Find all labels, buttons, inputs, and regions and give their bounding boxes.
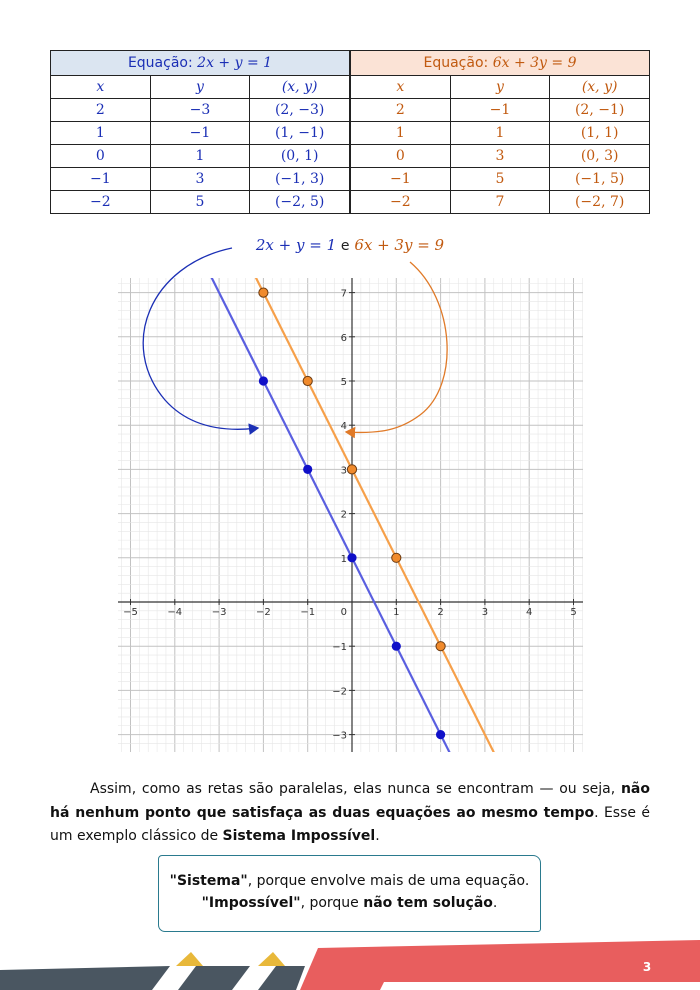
series-2-point	[259, 288, 268, 297]
definition-text-2: , porque	[300, 895, 364, 911]
caption-equation-1: 2x + y = 1	[255, 236, 337, 254]
footer-yellow-triangle-2	[258, 952, 285, 966]
series-2-point	[347, 465, 356, 474]
series-1-point	[392, 642, 401, 651]
caption-arrow-blue	[143, 248, 258, 429]
x-tick-label: 2	[437, 607, 444, 618]
series-1-point	[303, 465, 312, 474]
table-1-cell: 0	[51, 145, 151, 168]
definition-box	[158, 855, 541, 932]
paragraph-text-3: .	[375, 828, 380, 844]
table-1-cell: 1	[150, 145, 250, 168]
y-tick-label: 1	[340, 553, 347, 565]
table-2-cell: −1	[450, 99, 550, 122]
series-1-point	[347, 553, 356, 562]
y-tick-label: −3	[332, 730, 347, 742]
y-tick-label: 2	[340, 509, 347, 521]
table-2-cell: 5	[450, 168, 550, 191]
caption-conjunction: e	[340, 238, 350, 254]
definition-line-2	[159, 892, 540, 914]
table-2-col-x: x	[351, 76, 451, 99]
table-1-col-y: y	[150, 76, 250, 99]
table-2-cell: (2, −1)	[550, 99, 650, 122]
table-1-cell: −1	[150, 122, 250, 145]
table-2-cell: 1	[351, 122, 451, 145]
table-2-cell: 1	[450, 122, 550, 145]
definition-text-1: , porque envolve mais de uma equação.	[247, 873, 530, 889]
x-tick-label: −3	[211, 607, 227, 618]
footer-dark-band-1	[0, 966, 170, 990]
paragraph-bold-2: Sistema Impossível	[222, 828, 376, 844]
x-tick-label: −2	[256, 607, 271, 618]
table-2-cell: −2	[351, 191, 451, 214]
footer-dark-band-3	[258, 966, 305, 990]
y-tick-label: 6	[340, 332, 347, 344]
y-tick-label: 3	[340, 465, 347, 477]
table-1-header-equation: 2x + y = 1	[197, 55, 273, 71]
table-2-cell: (−2, 7)	[550, 191, 650, 214]
footer-decoration	[0, 930, 700, 990]
footer-dark-band-2	[178, 966, 250, 990]
series-2-point	[392, 553, 401, 562]
footer-white-strip	[380, 982, 700, 990]
x-tick-label: 3	[481, 607, 489, 618]
table-1-cell: (0, 1)	[250, 145, 350, 168]
origin-label: 0	[340, 607, 347, 618]
y-tick-label: 4	[340, 421, 347, 433]
table-2-col-y: y	[450, 76, 550, 99]
x-tick-label: 1	[393, 607, 400, 618]
series	[199, 253, 502, 770]
table-1-cell: 3	[150, 168, 250, 191]
table-1-header-prefix: Equação:	[127, 55, 193, 71]
table-2-header-equation: 6x + 3y = 9	[492, 55, 577, 71]
table-2-cell: 3	[450, 145, 550, 168]
table-1-cell: −1	[51, 168, 151, 191]
y-tick-label: −1	[332, 642, 347, 654]
table-1-cell: (1, −1)	[250, 122, 350, 145]
axes	[118, 278, 583, 752]
series-1-point	[436, 730, 445, 739]
conclusion-paragraph	[50, 778, 650, 849]
definition-line-1	[159, 870, 540, 892]
tick-labels	[123, 289, 577, 742]
footer-yellow-triangle-1	[176, 952, 203, 966]
y-tick-label: 7	[340, 288, 347, 300]
table-2-col-xy: (x, y)	[550, 76, 650, 99]
series-2-point	[436, 642, 445, 651]
table-2-cell: (0, 3)	[550, 145, 650, 168]
table-1-col-x: x	[51, 76, 151, 99]
series-2-point	[303, 376, 312, 385]
definition-text-3: .	[492, 895, 498, 911]
table-1-cell: 5	[150, 191, 250, 214]
caption-equation-2: 6x + 3y = 9	[354, 236, 445, 254]
table-2-cell: 2	[351, 99, 451, 122]
y-tick-label: 5	[340, 377, 347, 388]
definition-bold-2: não tem solução	[363, 895, 493, 911]
table-2-cell: 0	[351, 145, 451, 168]
table-1-cell: (2, −3)	[250, 99, 350, 122]
table-1-cell: (−1, 3)	[250, 168, 350, 191]
page-number: 3	[642, 960, 652, 974]
definition-term-impossivel: "Impossível"	[201, 895, 301, 911]
table-2-cell: (−1, 5)	[550, 168, 650, 191]
x-tick-label: 4	[526, 607, 533, 618]
y-tick-label: −2	[332, 686, 347, 698]
paragraph-bold-1: não há nenhum ponto que satisfaça as duas equações ao mesmo tempo	[50, 781, 650, 821]
table-1-col-xy: (x, y)	[250, 76, 350, 99]
series-line-1	[199, 253, 458, 770]
table-1-cell: −2	[51, 191, 151, 214]
x-tick-label: −5	[123, 607, 138, 618]
x-tick-label: 5	[570, 607, 577, 618]
table-2-cell: (1, 1)	[550, 122, 650, 145]
x-tick-label: −1	[300, 607, 316, 618]
x-tick-label: −4	[167, 607, 183, 618]
grid	[118, 278, 583, 752]
table-1-cell: 2	[51, 99, 151, 122]
table-1-cell: 1	[51, 122, 151, 145]
table-1-cell: (−2, 5)	[250, 191, 350, 214]
table-2-cell: 7	[450, 191, 550, 214]
series-line-2	[243, 253, 502, 770]
paragraph-text-1: Assim, como as retas são paralelas, elas nunca se encontram — ou seja,	[90, 781, 621, 797]
table-2-header-prefix: Equação:	[423, 55, 489, 71]
table-1-cell: −3	[150, 99, 250, 122]
series-1-point	[259, 376, 268, 385]
paragraph-text-2: . Esse é um exemplo clássico de	[50, 804, 650, 844]
definition-term-sistema: "Sistema"	[169, 873, 248, 889]
table-2-cell: −1	[351, 168, 451, 191]
